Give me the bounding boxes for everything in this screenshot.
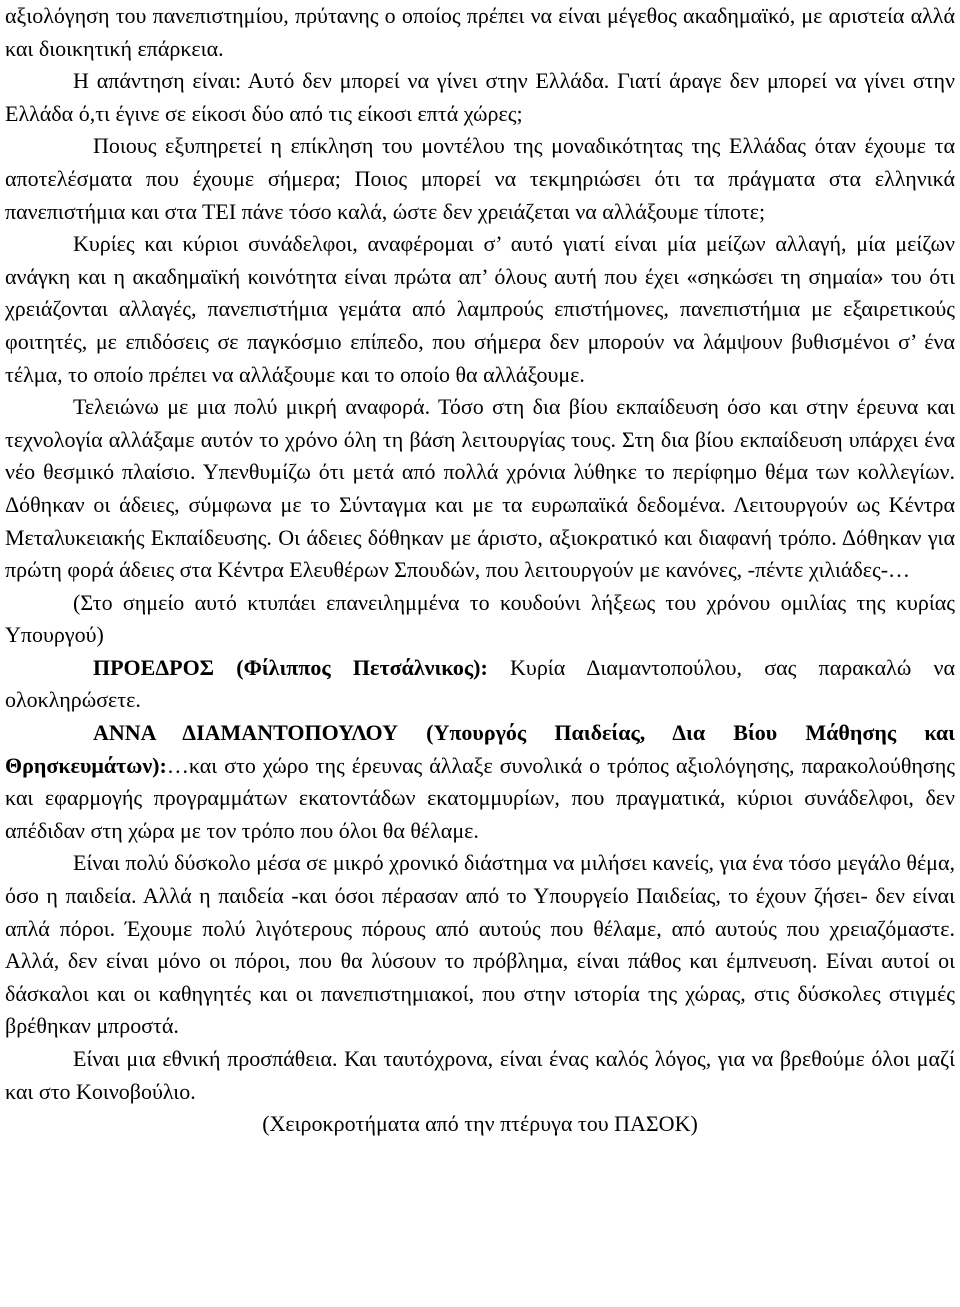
paragraph-5: Τελειώνω με μια πολύ μικρή αναφορά. Τόσο στη δια βίου εκπαίδευση όσο και στην έρευνα και τεχνολογία αλλάξαμε αυτόν το χρόνο όλη τη βάση λειτουργίας τους. Στη δια βίου εκπαίδευση υπάρχει ένα νέο θεσμικό πλαίσιο. Υπενθυμίζω ότι μετά από πολλά χρόνια λύθηκε το περίφημο θέμα των κολλεγίων. Δόθηκαν οι άδειες, σύμφωνα με το Σύνταγμα και με τα ευρωπαϊκά δεδομένα. Λειτουργούν ως Κέντρα Μεταλυκειακής Εκπαίδευσης. Οι άδειες δόθηκαν με άριστο, αξιοκρατικό και διαφανή τρόπο. Δόθηκαν για πρώτη φορά άδειες στα Κέντρα Ελευθέρων Σπουδών, που λειτουργούν με κανόνες, -πέντε χιλιάδες-… [5, 394, 955, 583]
president-remark: Κυρία Διαμαντοπούλου, σας παρακαλώ να ολοκληρώσετε. [5, 654, 956, 713]
paragraph-president [5, 652, 955, 717]
paragraph-4: Κυρίες και κύριοι συνάδελφοι, αναφέρομαι σ’ αυτό γιατί είναι μία μείζων αλλαγή, μία μείζων ανάγκη και η ακαδημαϊκή κοινότητα είναι πρώτα απ’ όλους αυτή που έχει «σηκώσει τη σημαία» του ότι χρειάζονται αλλαγές, πανεπιστήμια γεμάτα από λαμπρούς επιστήμονες, πανεπιστήμια με εξαιρετικούς φοιτητές, με επιδόσεις σε παγκόσμιο επίπεδο, που σήμερα δεν μπορούν να λάμψουν βυθισμένοι σ’ ένα τέλμα, το οποίο πρέπει να αλλάξουμε και το οποίο θα αλλάξουμε. [5, 231, 955, 387]
paragraph-10: Είναι μια εθνική προσπάθεια. Και ταυτόχρονα, είναι ένας καλός λόγος, για να βρεθούμε όλοι μαζί και στο Κοινοβούλιο. [5, 1046, 955, 1104]
minister-remark: …και στο χώρο της έρευνας άλλαξε συνολικά ο τρόπος αξιολόγησης, παρακολούθησης και εφαρμογής προγραμμάτων εκατοντάδων εκατομμυρίων, που πραγματικά, κύριοι συνάδελφοι, δεν απέδιδαν στη χώρα με τον τρόπο που όλοι θα θέλαμε. [5, 752, 955, 843]
paragraph-minister [5, 717, 955, 847]
paragraph-3: Ποιους εξυπηρετεί η επίκληση του μοντέλου της μοναδικότητας της Ελλάδας όταν έχουμε τα αποτελέσματα που έχουμε σήμερα; Ποιος μπορεί να τεκμηριώσει ότι τα πράγματα στα ελληνικά πανεπιστήμια και στα ΤΕΙ πάνε τόσο καλά, ώστε δεν χρειάζεται να αλλάξουμε τίποτε; [5, 133, 955, 224]
paragraph-2: Η απάντηση είναι: Αυτό δεν μπορεί να γίνει στην Ελλάδα. Γιατί άραγε δεν μπορεί να γίνει στην Ελλάδα ό,τι έγινε σε είκοσι δύο από τις είκοσι επτά χώρες; [5, 68, 955, 126]
paragraph-1: αξιολόγηση του πανεπιστημίου, πρύτανης ο οποίος πρέπει να είναι μέγεθος ακαδημαϊκό, με αριστεία αλλά και διοικητική επάρκεια. [5, 3, 955, 61]
speaker-minister: ΑΝΝΑ ΔΙΑΜΑΝΤΟΠΟΥΛΟΥ (Υπουργός Παιδείας, Δια Βίου Μάθησης και Θρησκευμάτων): [5, 720, 955, 778]
speaker-president: ΠΡΟΕΔΡΟΣ (Φίλιππος Πετσάλνικος): [93, 654, 488, 680]
paragraph-9: Είναι πολύ δύσκολο μέσα σε μικρό χρονικό διάστημα να μιλήσει κανείς, για ένα τόσο μεγάλο θέμα, όσο η παιδεία. Αλλά η παιδεία -και όσοι πέρασαν από το Υπουργείο Παιδείας, το έχουν ζήσει- δεν είναι απλά πόροι. Έχουμε πολύ λιγότερους πόρους από αυτούς που θέλαμε, από αυτούς που χρειαζόμαστε. Αλλά, δεν είναι μόνο οι πόροι, που θα λύσουν το πρόβλημα, είναι πάθος και έμπνευση. Είναι αυτοί οι δάσκαλοι και οι καθηγητές και οι πανεπιστημιακοί, που στην ιστορία της χώρας, στις δύσκολες στιγμές βρέθηκαν μπροστά. [5, 850, 955, 1039]
stage-direction-bell: (Στο σημείο αυτό κτυπάει επανειλημμένα το κουδούνι λήξεως του χρόνου ομιλίας της κυρίας Υπουργού) [5, 589, 955, 648]
stage-direction-applause: (Χειροκροτήματα από την πτέρυγα του ΠΑΣΟΚ) [262, 1111, 698, 1137]
document-page [5, 0, 955, 1141]
